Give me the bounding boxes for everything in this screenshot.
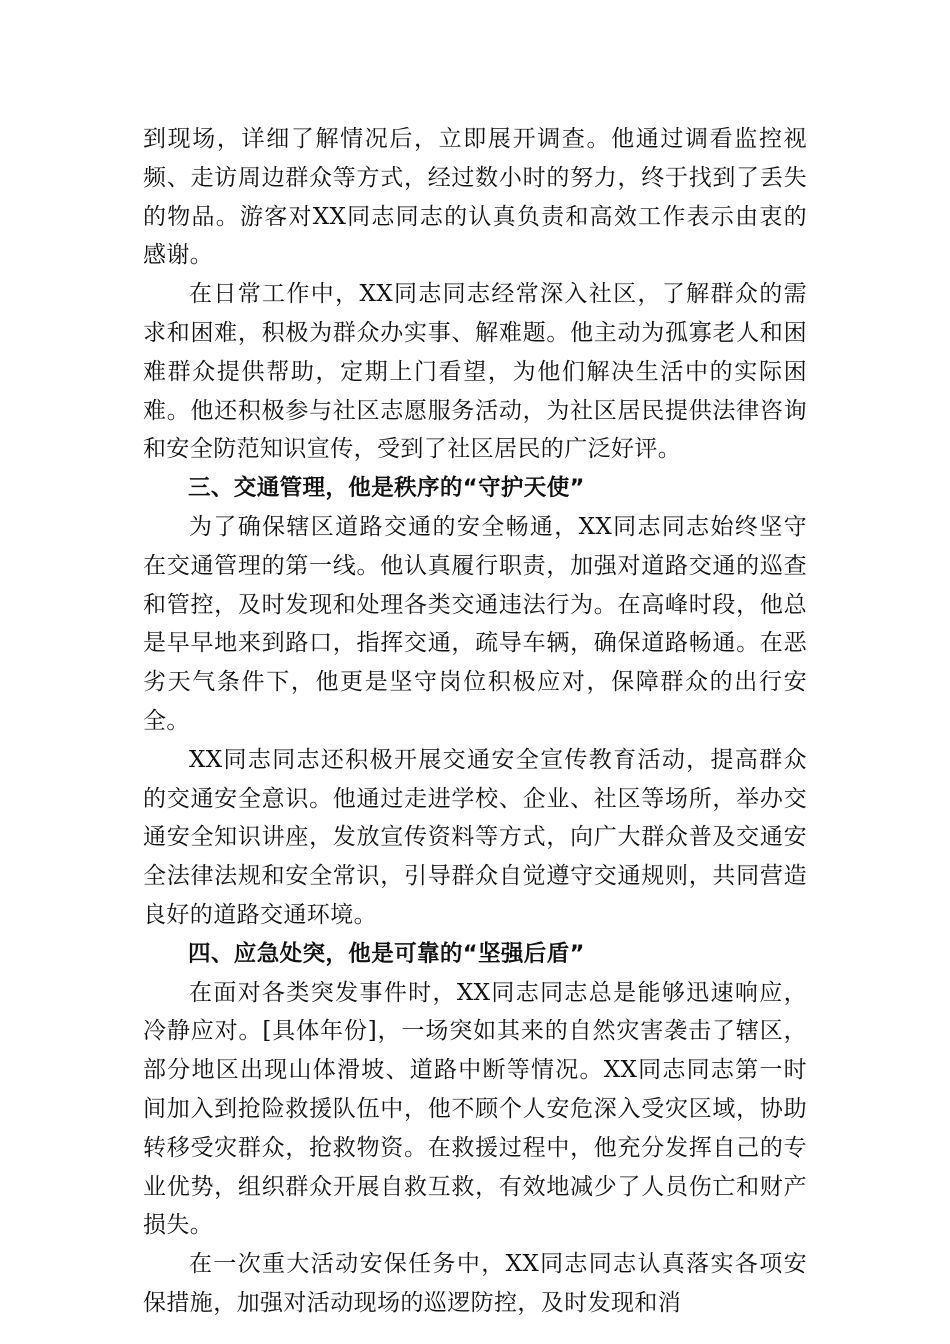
paragraph-traffic-education: XX同志同志还积极开展交通安全宣传教育活动，提高群众的交通安全意识。他通过走进学校、企业、社区等场所，举办交通安全知识讲座，发放宣传资料等方式，向广大群众普及交通安全法律法规和安全常识，引导群众自觉遵守交通规则，共同营造良好的道路交通环境。 (143, 746, 807, 928)
paragraph-disaster-rescue: 在面对各类突发事件时，XX同志同志总是能够迅速响应，冷静应对。[具体年份]，一场突如其来的自然灾害袭击了辖区，部分地区出现山体滑坡、道路中断等情况。XX同志同志第一时间加入到抢险救援队伍中，他不顾个人安危深入受灾区域，协助转移受灾群众，抢救物资。在救援过程中，他充分发挥自己的专业优势，组织群众开展自救互救，有效地减少了人员伤亡和财产损失。 (143, 979, 807, 1239)
paragraph-traffic-duty: 为了确保辖区道路交通的安全畅通，XX同志同志始终坚守在交通管理的第一线。他认真履行职责，加强对道路交通的巡查和管控，及时发现和处理各类交通违法行为。在高峰时段，他总是早早地来到路口，指挥交通，疏导车辆，确保道路畅通。在恶劣天气条件下，他更是坚守岗位积极应对，保障群众的出行安全。 (143, 513, 807, 734)
section-heading-traffic: 三、交通管理，他是秩序的“守护天使” (188, 475, 585, 502)
paragraph-security-task: 在一次重大活动安保任务中，XX同志同志认真落实各项安保措施，加强对活动现场的巡逻防控，及时发现和消 (143, 1251, 807, 1316)
paragraph-continuation: 到现场，详细了解情况后，立即展开调查。他通过调看监控视频、走访周边群众等方式，经过数小时的努力，终于找到了丢失的物品。游客对XX同志同志的认真负责和高效工作表示由衷的感谢。 (143, 126, 807, 269)
paragraph-community-service: 在日常工作中，XX同志同志经常深入社区，了解群众的需求和困难，积极为群众办实事、解难题。他主动为孤寡老人和困难群众提供帮助，定期上门看望，为他们解决生活中的实际困难。他还积极参与社区志愿服务活动，为社区居民提供法律咨询和安全防范知识宣传，受到了社区居民的广泛好评。 (143, 281, 807, 463)
section-heading-emergency: 四、应急处突，他是可靠的“坚强后盾” (188, 940, 585, 967)
document-page (143, 120, 807, 1323)
